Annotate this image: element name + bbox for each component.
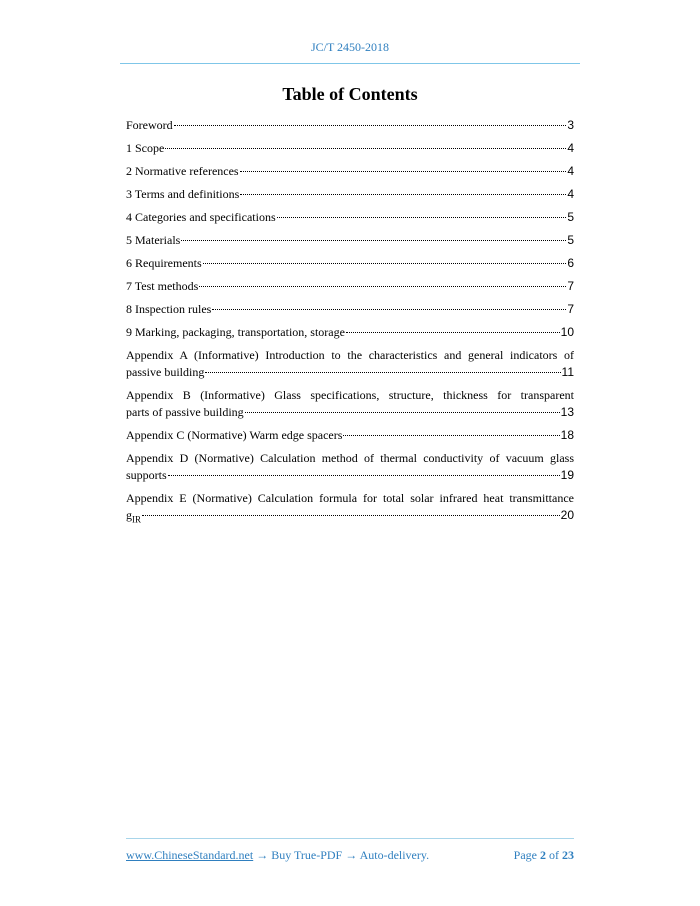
footer-promo: [126, 848, 429, 863]
toc-entry-marking[interactable]: [126, 324, 574, 341]
toc-entry-text: Appendix C (Normative) Warm edge spacers: [126, 428, 343, 442]
toc-entry-text: 4 Categories and specifications: [126, 210, 276, 224]
toc-entry-normative-references[interactable]: [126, 163, 574, 180]
page-title: Table of Contents: [282, 84, 418, 104]
toc-leader-dots: [199, 286, 566, 287]
of-label: of: [549, 848, 559, 862]
toc-entry-requirements[interactable]: [126, 255, 574, 272]
toc-leader-dots: [181, 240, 566, 241]
toc-entry-text-cont: supports: [126, 468, 167, 482]
toc-page-number: 4: [567, 164, 574, 178]
toc-entry-text: Foreword: [126, 118, 173, 132]
toc-entry-text: 3 Terms and definitions: [126, 187, 240, 201]
toc-leader-dots: [277, 217, 567, 218]
toc-page-number: 19: [560, 468, 574, 482]
toc-page-number: 13: [560, 405, 574, 419]
toc-entry-appendix-c[interactable]: [126, 427, 574, 444]
toc-entry-scope[interactable]: [126, 140, 574, 157]
toc-entry-materials[interactable]: [126, 232, 574, 249]
toc-leader-dots: [205, 372, 560, 373]
toc-entry-appendix-a[interactable]: [126, 347, 574, 381]
toc-entry-text-cont: [126, 507, 141, 528]
symbol-subscript-ir: IR: [132, 514, 141, 525]
toc-leader-dots: [203, 263, 567, 264]
toc-leader-dots: [142, 515, 560, 516]
footer-rule: [126, 838, 574, 839]
toc-entry-text: Appendix D (Normative) Calculation method of thermal conductivity of vacuum glass: [126, 451, 574, 465]
toc-page-number: 5: [567, 210, 574, 224]
toc-entry-test-methods[interactable]: [126, 278, 574, 295]
toc-entry-text: 6 Requirements: [126, 256, 202, 270]
toc-leader-dots: [240, 194, 566, 195]
toc-page-number: 4: [567, 187, 574, 201]
total-pages: 23: [562, 848, 574, 862]
toc-page-number: 5: [567, 233, 574, 247]
toc-page-number: 10: [560, 325, 574, 339]
toc-entry-appendix-b[interactable]: [126, 387, 574, 421]
toc-entry-inspection-rules[interactable]: [126, 301, 574, 318]
header-rule: [120, 63, 580, 64]
toc-page-number: 6: [567, 256, 574, 270]
toc-leader-dots: [212, 309, 566, 310]
toc-entry-text: Appendix B (Informative) Glass specifications, structure, thickness for transparent: [126, 388, 574, 402]
toc-page-number: 3: [567, 118, 574, 132]
toc-page-number: 11: [561, 365, 574, 379]
toc-leader-dots: [174, 125, 567, 126]
table-of-contents: [126, 117, 574, 534]
toc-page-number: 18: [560, 428, 574, 442]
toc-entry-categories[interactable]: [126, 209, 574, 226]
toc-leader-dots: [168, 475, 560, 476]
page-label: Page: [513, 848, 537, 862]
toc-entry-text: 9 Marking, packaging, transportation, storage: [126, 325, 345, 339]
current-page-number: 2: [540, 848, 546, 862]
toc-leader-dots: [343, 435, 559, 436]
page-indicator: [514, 848, 574, 863]
toc-page-number: 7: [567, 302, 574, 316]
toc-entry-text: Appendix E (Normative) Calculation formula for total solar infrared heat transmittance: [126, 491, 574, 505]
toc-page-number: 4: [567, 141, 574, 155]
toc-entry-text-cont: parts of passive building: [126, 405, 244, 419]
toc-leader-dots: [346, 332, 560, 333]
toc-page-number: 20: [560, 508, 574, 522]
toc-entry-text: 7 Test methods: [126, 279, 199, 293]
toc-page-number: 7: [567, 279, 574, 293]
toc-entry-text-cont: passive building: [126, 365, 205, 379]
website-link[interactable]: www.ChineseStandard.net: [126, 848, 254, 862]
symbol-g: g: [126, 508, 132, 522]
footer-promo-text: → Buy True-PDF → Auto-delivery.: [253, 848, 430, 862]
running-header: JC/T 2450-2018: [310, 40, 390, 54]
toc-leader-dots: [240, 171, 567, 172]
toc-entry-text: 5 Materials: [126, 233, 181, 247]
toc-leader-dots: [245, 412, 560, 413]
toc-entry-appendix-e[interactable]: [126, 490, 574, 528]
toc-entry-text: 1 Scope: [126, 141, 165, 155]
toc-entry-terms[interactable]: [126, 186, 574, 203]
toc-entry-foreword[interactable]: [126, 117, 574, 134]
toc-entry-text: Appendix A (Informative) Introduction to the characteristics and general indicators of: [126, 348, 574, 362]
toc-leader-dots: [165, 148, 566, 149]
toc-entry-appendix-d[interactable]: [126, 450, 574, 484]
toc-entry-text: 8 Inspection rules: [126, 302, 212, 316]
toc-entry-text: 2 Normative references: [126, 164, 239, 178]
